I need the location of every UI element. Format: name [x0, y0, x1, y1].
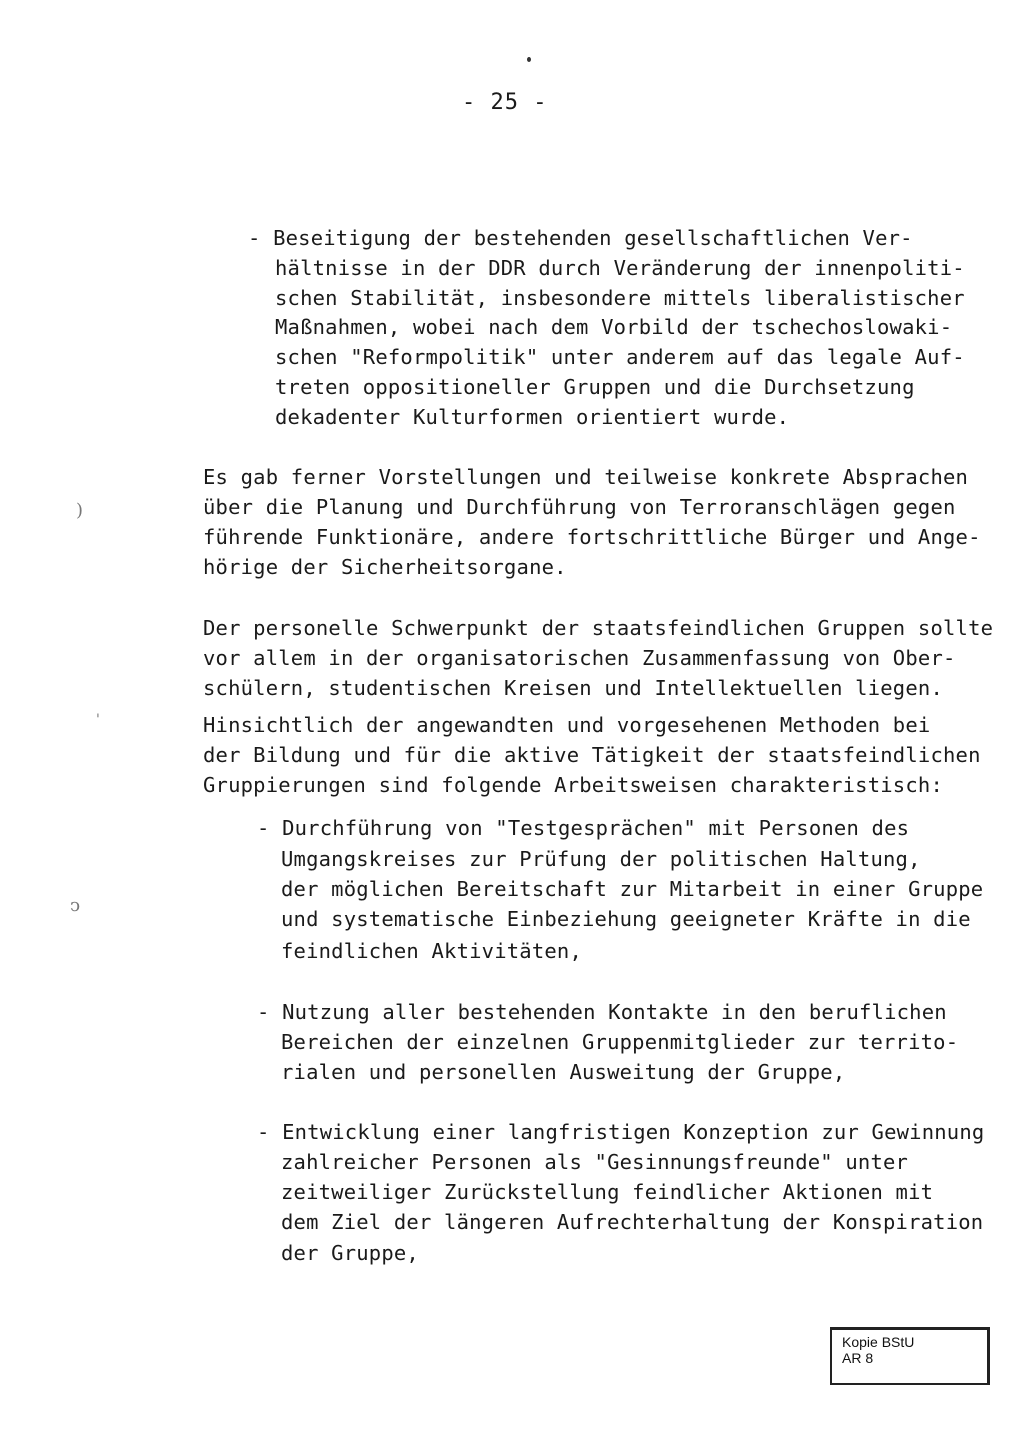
- text-line: hörige der Sicherheitsorgane.: [203, 555, 567, 579]
- text-line: führende Funktionäre, andere fortschrittliche Bürger und Ange-: [203, 525, 981, 549]
- text-line: der möglichen Bereitschaft zur Mitarbeit in einer Gruppe: [281, 877, 984, 901]
- text-line: - Durchführung von "Testgesprächen" mit Personen des: [257, 816, 910, 840]
- text-line: zeitweiliger Zurückstellung feindlicher Aktionen mit: [281, 1180, 934, 1204]
- text-line: hältnisse in der DDR durch Veränderung der innenpoliti-: [275, 256, 965, 280]
- text-line: schülern, studentischen Kreisen und Intellektuellen liegen.: [203, 676, 943, 700]
- margin-mark: ↄ: [70, 895, 81, 916]
- text-line: vor allem in der organisatorischen Zusammenfassung von Ober-: [203, 646, 956, 670]
- margin-mark: ': [96, 712, 100, 728]
- margin-mark: ): [76, 500, 84, 521]
- text-line: - Entwicklung einer langfristigen Konzeption zur Gewinnung: [257, 1120, 985, 1144]
- text-line: der Bildung und für die aktive Tätigkeit der staatsfeindlichen: [203, 743, 981, 767]
- text-line: schen "Reformpolitik" unter anderem auf das legale Auf-: [275, 345, 965, 369]
- text-line: schen Stabilität, insbesondere mittels liberalistischer: [275, 286, 965, 310]
- text-line: dekadenter Kulturformen orientiert wurde.: [275, 405, 790, 429]
- text-line: Umgangskreises zur Prüfung der politischen Haltung,: [281, 847, 921, 871]
- text-line: treten oppositioneller Gruppen und die Durchsetzung: [275, 375, 915, 399]
- text-line: Der personelle Schwerpunkt der staatsfeindlichen Gruppen sollte: [203, 616, 994, 640]
- page-number: - 25 -: [462, 90, 548, 115]
- text-line: der Gruppe,: [281, 1241, 419, 1265]
- scan-speck: [527, 57, 531, 62]
- stamp-line-2: AR 8: [842, 1350, 874, 1366]
- text-line: Hinsichtlich der angewandten und vorgesehenen Methoden bei: [203, 713, 931, 737]
- text-line: zahlreicher Personen als "Gesinnungsfreunde" unter: [281, 1150, 909, 1174]
- text-line: - Nutzung aller bestehenden Kontakte in den beruflichen: [257, 1000, 947, 1024]
- text-line: - Beseitigung der bestehenden gesellschaftlichen Ver-: [248, 226, 913, 250]
- text-line: und systematische Einbeziehung geeigneter Kräfte in die: [281, 907, 971, 931]
- stamp-line-1: Kopie BStU: [842, 1334, 915, 1350]
- text-line: dem Ziel der längeren Aufrechterhaltung der Konspiration: [281, 1210, 984, 1234]
- text-line: Gruppierungen sind folgende Arbeitsweisen charakteristisch:: [203, 773, 943, 797]
- text-line: Es gab ferner Vorstellungen und teilweise konkrete Absprachen: [203, 465, 969, 489]
- text-line: feindlichen Aktivitäten,: [281, 939, 583, 963]
- text-line: rialen und personellen Ausweitung der Gruppe,: [281, 1060, 846, 1084]
- archive-stamp: [830, 1327, 990, 1385]
- text-line: Maßnahmen, wobei nach dem Vorbild der tschechoslowaki-: [275, 315, 953, 339]
- text-line: Bereichen der einzelnen Gruppenmitglieder zur territo-: [281, 1030, 959, 1054]
- text-line: über die Planung und Durchführung von Terroranschlägen gegen: [203, 495, 956, 519]
